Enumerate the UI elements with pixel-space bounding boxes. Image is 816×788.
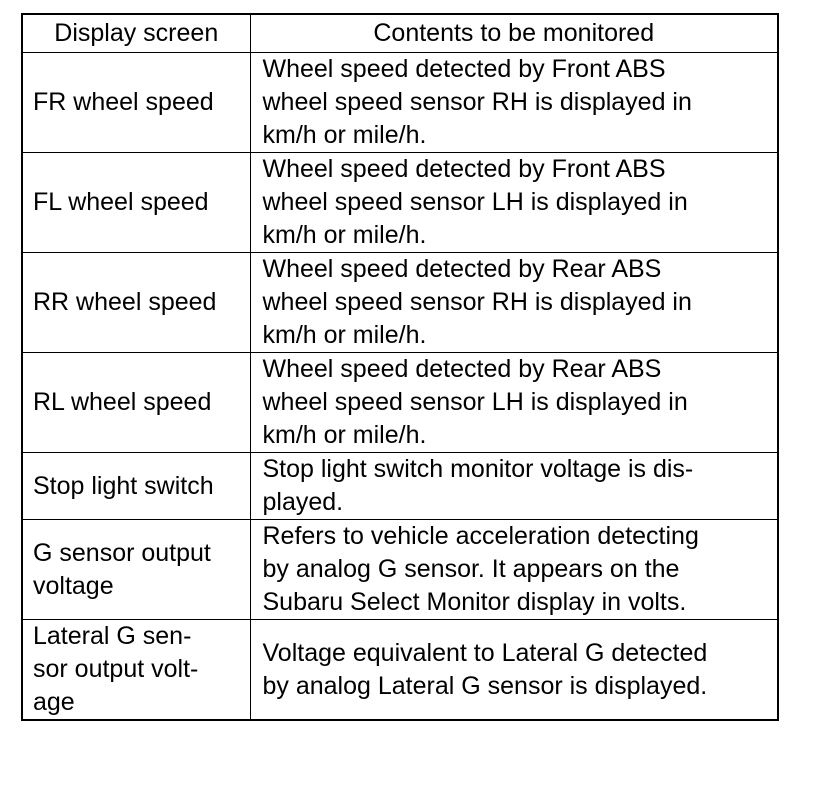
display-screen-cell: RL wheel speed	[33, 388, 212, 416]
contents-cell: Stop light switch monitor voltage is dis- played.	[262, 455, 694, 516]
contents-cell: Voltage equivalent to Lateral G detected by analog Lateral G sensor is displayed.	[262, 638, 708, 700]
table-row	[22, 153, 778, 253]
table-row	[22, 253, 778, 353]
table-header-row	[22, 14, 778, 53]
display-screen-cell: FR wheel speed	[33, 88, 214, 116]
contents-cell: Wheel speed detected by Front ABS wheel speed sensor LH is displayed in km/h or mile/h.	[262, 155, 688, 249]
table-row	[22, 520, 778, 620]
contents-cell: Wheel speed detected by Rear ABS wheel speed sensor LH is displayed in km/h or mile/h.	[262, 355, 688, 449]
table-row	[22, 353, 778, 453]
contents-cell: Wheel speed detected by Front ABS wheel speed sensor RH is displayed in km/h or mile/h.	[262, 55, 692, 149]
display-screen-cell: G sensor output voltage	[33, 538, 211, 600]
display-screen-cell: Lateral G sen- sor output volt- age	[33, 622, 199, 716]
header-contents: Contents to be monitored	[250, 14, 778, 53]
contents-cell: Refers to vehicle acceleration detecting by analog G sensor. It appears on the Subaru Select Monitor display in volts.	[262, 522, 699, 616]
display-screen-cell: Stop light switch	[33, 471, 214, 500]
table-row	[22, 453, 778, 520]
monitor-table	[21, 13, 779, 721]
display-screen-cell: RR wheel speed	[33, 288, 217, 316]
contents-cell: Wheel speed detected by Rear ABS wheel speed sensor RH is displayed in km/h or mile/h.	[262, 255, 692, 349]
header-display-screen: Display screen	[22, 14, 250, 53]
table-row	[22, 53, 778, 153]
table-row	[22, 620, 778, 721]
display-screen-cell: FL wheel speed	[33, 188, 209, 216]
